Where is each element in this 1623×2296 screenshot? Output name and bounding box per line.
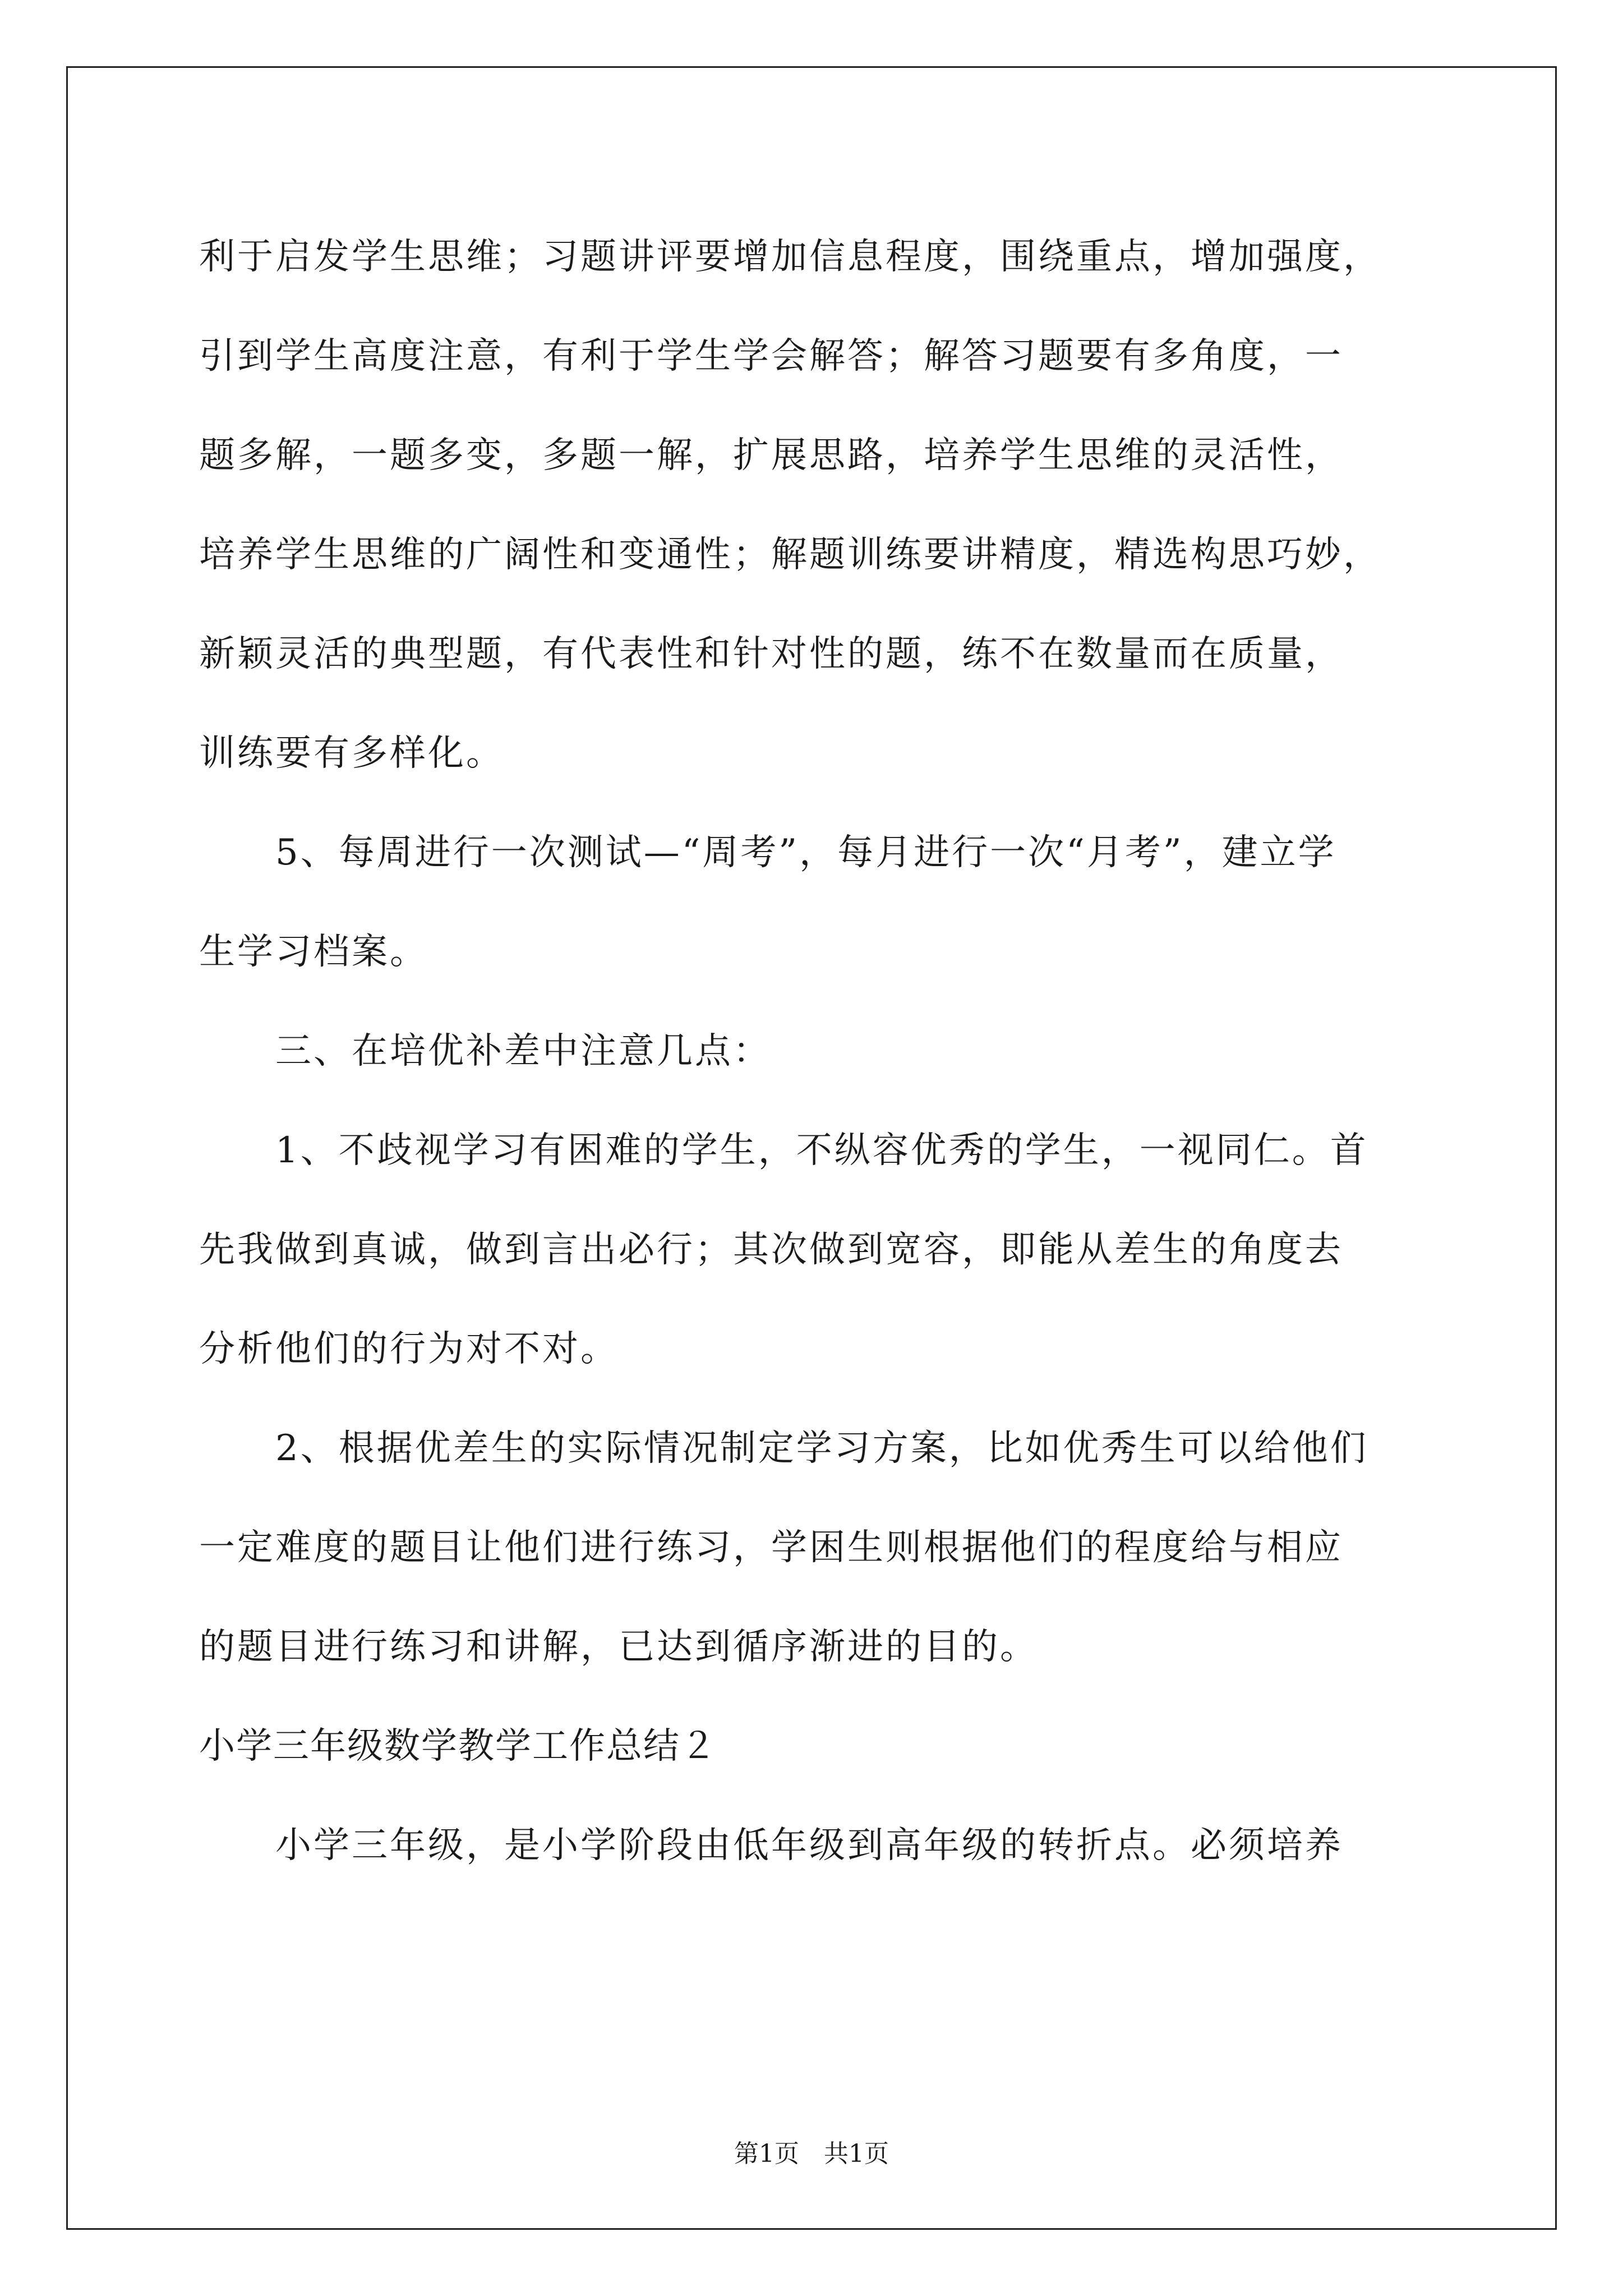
text-line: 分析他们的行为对不对。 [199,1328,619,1370]
text-line: 生学习档案。 [199,931,428,973]
text-line: 先我做到真诚，做到言出必行；其次做到宽容，即能从差生的角度去 [199,1229,1343,1271]
section-heading: 三、在培优补差中注意几点： [199,1030,771,1072]
text-line: 2、根据优差生的实际情况制定学习方案，比如优秀生可以给他们 [199,1428,1368,1469]
text-line: 一定难度的题目让他们进行练习，学困生则根据他们的程度给与相应 [199,1527,1343,1568]
text-line: 引到学生高度注意，有利于学生学会解答；解答习题要有多角度，一 [199,335,1343,377]
text-line: 1、不歧视学习有困难的学生，不纵容优秀的学生，一视同仁。首 [199,1130,1368,1171]
text-line: 的题目进行练习和讲解，已达到循序渐进的目的。 [199,1626,1038,1668]
text-line: 培养学生思维的广阔性和变通性；解题训练要讲精度，精选构思巧妙， [199,534,1381,576]
text-line: 题多解，一题多变，多题一解，扩展思路，培养学生思维的灵活性， [199,435,1343,476]
text-line: 5、每周进行一次测试—“周考”，每月进行一次“月考”，建立学 [199,832,1336,873]
text-line: 利于启发学生思维；习题讲评要增加信息程度，围绕重点，增加强度， [199,236,1381,278]
text-line: 新颖灵活的典型题，有代表性和针对性的题，练不在数量而在质量， [199,633,1343,675]
text-line: 训练要有多样化。 [199,733,504,774]
text-line: 小学三年级，是小学阶段由低年级到高年级的转折点。必须培养 [199,1825,1343,1866]
document-title: 小学三年级数学教学工作总结２ [199,1726,717,1767]
page-number-footer: 第1页 共1页 [734,2139,889,2168]
